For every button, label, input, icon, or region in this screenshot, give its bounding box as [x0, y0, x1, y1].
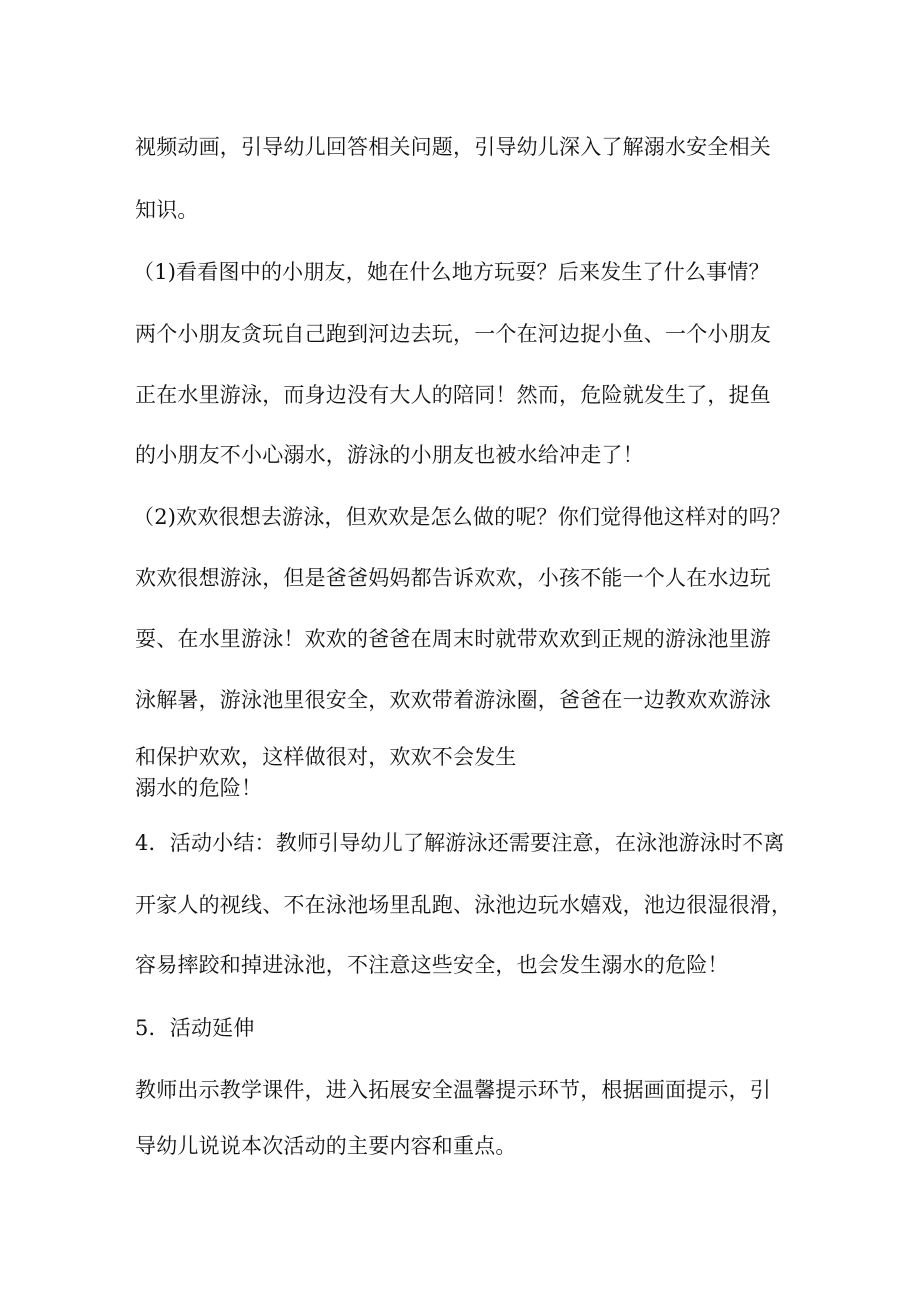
paragraph-line: 知识。 [135, 198, 199, 222]
paragraph-line: 欢欢很想游泳，但是爸爸妈妈都告诉欢欢，小孩不能一个人在水边玩 [135, 566, 771, 590]
paragraph-line: 视频动画，引导幼儿回答相关问题，引导幼儿深入了解溺水安全相关 [135, 135, 771, 159]
paragraph-line: 两个小朋友贪玩自己跑到河边去玩，一个在河边捉小鱼、一个小朋友 [135, 322, 771, 346]
question-2-line: （2)欢欢很想去游泳，但欢欢是怎么做的呢？你们觉得他这样对的吗？ [133, 505, 791, 529]
paragraph-line: 耍、在水里游泳！欢欢的爸爸在周末时就带欢欢到正规的游泳池里游 [135, 627, 771, 651]
paragraph-line: 导幼儿说说本次活动的主要内容和重点。 [135, 1134, 517, 1158]
paragraph-line: 溺水的危险！ [135, 776, 263, 800]
paragraph-line: 和保护欢欢，这样做很对，欢欢不会发生 [135, 745, 517, 769]
paragraph-line: 容易摔跤和掉进泳池，不注意这些安全，也会发生溺水的危险！ [135, 953, 729, 977]
paragraph-line: 教师出示教学课件，进入拓展安全温馨提示环节，根据画面提示，引 [135, 1078, 771, 1102]
paragraph-line: 正在水里游泳，而身边没有大人的陪同！然而，危险就发生了，捉鱼 [135, 383, 771, 407]
paragraph-line: 开家人的视线、不在泳池场里乱跑、泳池边玩水嬉戏，池边很湿很滑， [135, 893, 793, 917]
paragraph-line: 的小朋友不小心溺水，游泳的小朋友也被水给冲走了！ [135, 443, 644, 467]
question-1-line: （1)看看图中的小朋友，她在什么地方玩耍？后来发生了什么事情？ [133, 260, 770, 284]
section-5-heading: 5．活动延伸 [135, 1016, 255, 1040]
section-4-heading-line: 4．活动小结：教师引导幼儿了解游泳还需要注意，在泳池游泳时不离 [135, 831, 785, 855]
paragraph-line: 泳解暑，游泳池里很安全，欢欢带着游泳圈，爸爸在一边教欢欢游泳 [135, 688, 771, 712]
